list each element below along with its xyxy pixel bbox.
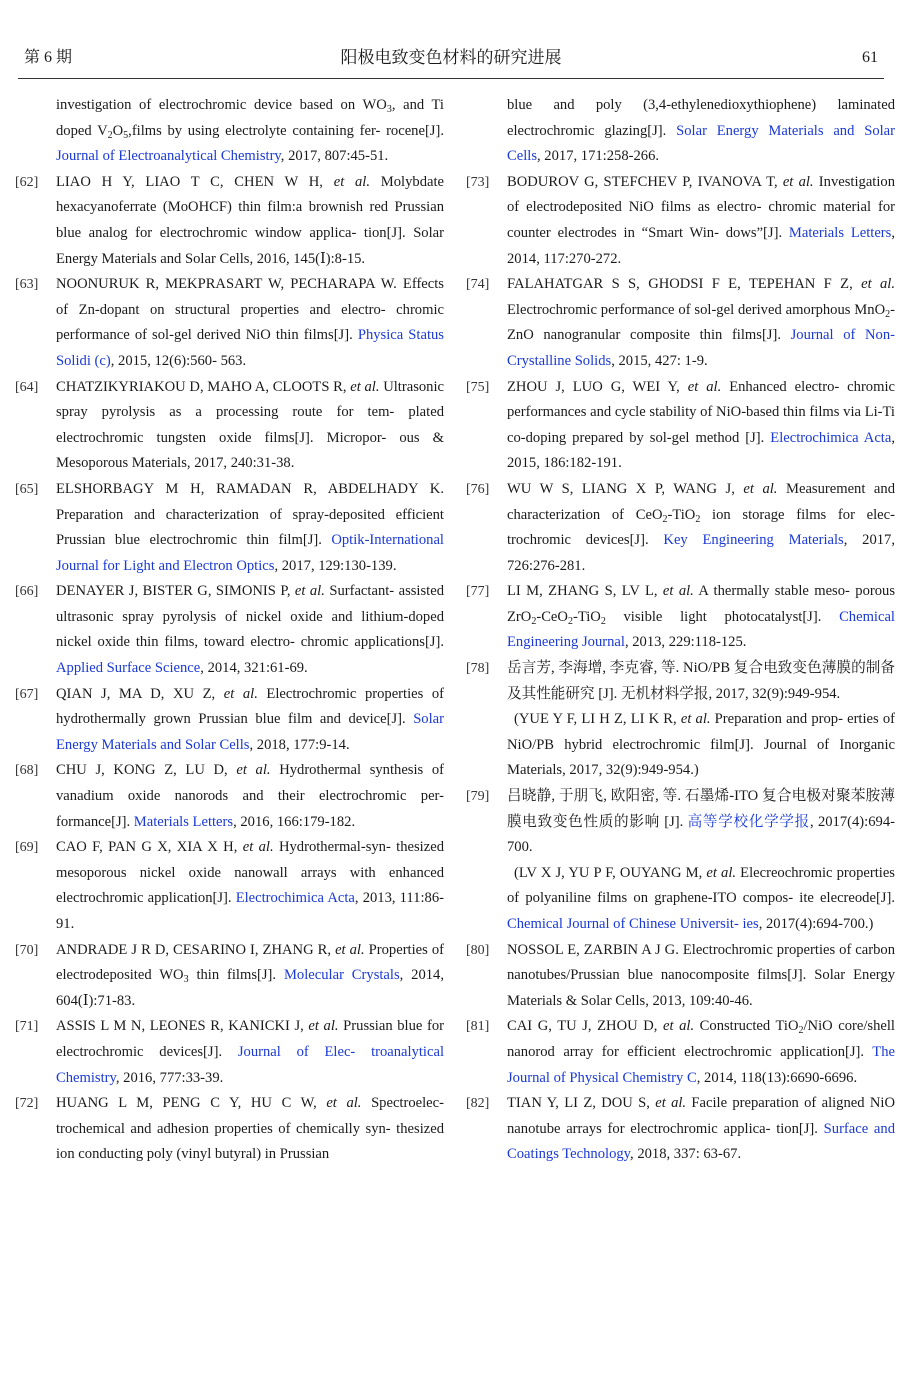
ref-authors: CHATZIKYRIAKOU D, MAHO A, CLOOTS R, [56, 378, 351, 395]
ref-text: NOONURUK R, MEKPRASART W, PECHARAPA W. Effects of Zn-dopant on structural properties and electro- chromic performance of sol-gel derived NiO thin films[J]. [56, 276, 444, 344]
ref-authors: WU W S, LIANG X P, WANG J, [507, 480, 744, 497]
ref-authors: CAI G, TU J, ZHOU D, [507, 1018, 663, 1035]
subscript: 2 [695, 513, 701, 525]
ref-number: [80] [466, 942, 490, 958]
ref-authors: LI M, ZHANG S, LV L, [507, 583, 663, 600]
et-al: et al. [680, 711, 711, 728]
ref-text: A thermally stable meso- porous ZrO [507, 583, 895, 625]
issue-number: 第 6 期 [24, 49, 73, 66]
reference-72-continued [507, 93, 895, 170]
ref-text: , 2013, 229:118-125. [624, 634, 747, 651]
reference-66 [15, 579, 444, 681]
ref-text: investigation of electrochromic device based on WO [56, 97, 387, 113]
ref-text: Elecreochromic properties of polyaniline films on graphene-ITO compos- ite elecreode[J]. [507, 864, 895, 907]
et-al: et al. [861, 276, 895, 293]
ref-authors: ASSIS L M N, LEONES R, KANICKI J, [56, 1018, 309, 1035]
reference-61-continued [56, 93, 444, 170]
ref-number: [62] [15, 174, 39, 190]
ref-authors: TIAN Y, LI Z, DOU S, [507, 1095, 656, 1112]
ref-text: , 2013, 111:86-91. [56, 890, 444, 932]
ref-authors: ANDRADE J R D, CESARINO I, ZHANG R, [56, 941, 336, 958]
ref-text: , 2015, 12(6):560- 563. [110, 352, 247, 369]
reference-78 [466, 656, 895, 784]
ref-number: [81] [466, 1019, 490, 1035]
et-al: et al. [687, 378, 722, 395]
journal-link[interactable]: Chemical Engineering Journal [507, 608, 895, 651]
reference-80 [466, 938, 895, 1015]
reference-75 [466, 375, 895, 477]
subscript: 2 [885, 308, 891, 320]
ref-translation [507, 707, 895, 784]
ref-text: , 2015, 427: 1-9. [611, 352, 708, 369]
ref-text: Ultrasonic spray pyrolysis as a processing route for tem- plated electrochromic tungsten oxide films[J]. Micropor- ous & Mesoporous Materials, 2017, 240:31-38. [56, 378, 444, 472]
subscript: 2 [798, 1025, 804, 1037]
ref-number: [69] [15, 840, 39, 856]
ref-number: [82] [466, 1096, 490, 1112]
journal-link[interactable]: 高等学校化学学报 [687, 813, 810, 830]
journal-link[interactable]: Journal of Electroanalytical Chemistry [56, 148, 281, 165]
ref-authors: HUANG L M, PENG C Y, HU C W, [56, 1095, 327, 1112]
ref-authors: DENAYER J, BISTER G, SIMONIS P, [56, 583, 295, 600]
ref-text: Investigation of electrodeposited NiO films as electro- chromic material for counter electrodes in “Smart Win- dows”[J]. [507, 173, 895, 241]
et-al: et al. [706, 864, 737, 881]
subscript: 2 [107, 129, 113, 141]
ref-text: ion storage films for elec- trochromic devices[J]. [507, 506, 895, 549]
journal-link[interactable]: Journal of Non-Crystalline Solids [507, 327, 895, 369]
ref-text: Properties of electrodeposited WO [56, 941, 444, 984]
journal-link[interactable]: Journal of Elec- troanalytical Chemistry [56, 1043, 444, 1086]
ref-text: Surfactant- assisted ultrasonic spray pyrolysis of nickel oxide and lithium-doped nickel oxide thin films, toward electro- chromic applications[J]. [56, 583, 444, 651]
subscript: 3 [386, 104, 392, 115]
ref-text: Enhanced electro- chromic performances and cycle stability of NiO-based thin films via Li-Ti co-doping prepared by sol-gel method [J]. [507, 378, 895, 446]
subscript: 5 [123, 129, 129, 141]
reference-68 [15, 758, 445, 835]
references-column-right [466, 93, 896, 1168]
journal-link[interactable]: Physica Status Solidi (c) [56, 327, 444, 369]
et-al: et al. [655, 1095, 687, 1112]
ref-number: [71] [15, 1019, 39, 1035]
ref-number: [63] [15, 277, 39, 293]
ref-text: ELSHORBAGY M H, RAMADAN R, ABDELHADY K. Preparation and characterization of spray-deposited efficient Prussian blue electrochromic thin film[J]. [56, 480, 444, 549]
reference-71 [15, 1014, 444, 1091]
ref-text: , and Ti doped V [56, 97, 444, 139]
ref-number: [74] [466, 277, 490, 293]
reference-73 [466, 170, 895, 272]
reference-65 [15, 477, 444, 579]
ref-authors: LIAO H Y, LIAO T C, CHEN W H, [56, 173, 334, 190]
ref-number: [75] [466, 379, 490, 395]
reference-81 [466, 1014, 895, 1091]
ref-text: blue and poly (3,4-ethylenedioxythiophene) laminated electrochromic glazing[J]. [507, 97, 895, 139]
ref-text: NOSSOL E, ZARBIN A J G. Electrochromic properties of carbon nanotubes/Prussian blue nanocomposite films[J]. Solar Energy Materials & Solar Cells, 2013, 109:40-46. [507, 941, 895, 1009]
running-title: 阳极电致变色材料的研究进展 [340, 48, 562, 67]
ref-text: -ZnO nanogranular composite thin films[J]. [507, 301, 895, 344]
journal-link[interactable]: Materials Letters [788, 224, 892, 241]
et-al: et al. [223, 685, 258, 702]
ref-text: Hydrothermal-syn- thesized mesoporous nickel oxide nanowall arrays with enhanced electrochromic application[J]. [56, 839, 444, 907]
ref-text: Prussian blue for electrochromic devices[J]. [56, 1018, 444, 1060]
journal-link[interactable]: Surface and Coatings Technology [507, 1120, 895, 1163]
et-al: et al. [662, 583, 694, 600]
journal-link[interactable]: Key Engineering Materials [663, 532, 844, 549]
references-column-left [15, 93, 445, 1168]
ref-text: /NiO core/shell nanorod array for efficient electrochromic application[J]. [507, 1018, 895, 1060]
et-al: et al. [662, 1018, 695, 1035]
ref-text: , 2014, 118(13):6690-6696. [696, 1069, 858, 1086]
et-al: et al. [242, 839, 274, 856]
journal-link[interactable]: Optik-International Journal for Light and Electron Optics [56, 532, 444, 574]
ref-text: , 2018, 177:9-14. [249, 736, 350, 753]
page-number: 61 [862, 49, 878, 66]
ref-text: Molybdate hexacyanoferrate (MoOHCF) thin film:a brownish red Prussian blue analog for electrochromic window applica- tion[J]. Solar Energy Materials and Solar Cells, 2016, 145(Ⅰ):8-15. [56, 173, 444, 267]
ref-text: thin films[J]. [188, 967, 284, 984]
ref-authors: FALAHATGAR S S, GHODSI F E, TEPEHAN F Z, [507, 276, 862, 293]
ref-text: Hydrothermal synthesis of vanadium oxide nanorods and their electrochromic per- formance[J]. [56, 762, 445, 830]
ref-text: Electrochromic performance of sol-gel derived amorphous MnO [507, 301, 886, 318]
et-al: et al. [782, 173, 814, 190]
ref-number: [66] [15, 584, 39, 600]
ref-number: [79] [466, 789, 490, 805]
ref-text: Facile preparation of aligned NiO nanotube arrays for electrochromic applica- tion[J]. [507, 1095, 895, 1137]
journal-link[interactable]: Molecular Crystals [283, 967, 400, 984]
ref-number: [65] [15, 481, 39, 497]
reference-77 [466, 579, 895, 656]
ref-text: , 2016, 166:179-182. [233, 813, 356, 830]
ref-authors: (LV X J, YU P F, OUYANG M, [514, 864, 707, 881]
journal-link[interactable]: Solar Energy Materials and Solar Cells [56, 711, 444, 753]
et-al: et al. [236, 762, 271, 779]
ref-authors: CHU J, KONG Z, LU D, [56, 762, 237, 779]
ref-text: , 2016, 777:33-39. [115, 1069, 224, 1086]
et-al: et al. [333, 173, 371, 190]
ref-authors: ZHOU J, LUO G, WEI Y, [507, 378, 688, 395]
ref-number: [73] [466, 174, 490, 190]
et-al: et al. [308, 1018, 339, 1035]
ref-text: , 2018, 337: 63-67. [630, 1146, 742, 1163]
ref-authors: CAO F, PAN G X, XIA X H, [56, 839, 243, 856]
ref-text: , 2014, 604(Ⅰ):71-83. [56, 967, 444, 1009]
journal-link[interactable]: The Journal of Physical Chemistry C [507, 1043, 895, 1086]
ref-text: -TiO [667, 506, 696, 523]
ref-text: Constructed TiO [694, 1018, 799, 1035]
ref-number: [72] [15, 1096, 39, 1112]
et-al: et al. [743, 480, 778, 497]
header-rule [18, 78, 884, 79]
et-al: et al. [350, 378, 380, 395]
ref-number: [64] [15, 379, 39, 395]
ref-text: , 2017, 807:45-51. [280, 148, 389, 165]
et-al: et al. [326, 1095, 362, 1112]
ref-translation [507, 861, 895, 938]
reference-67 [15, 682, 445, 759]
reference-72 [15, 1091, 444, 1168]
ref-number: [70] [15, 942, 39, 958]
ref-number: [77] [466, 584, 490, 600]
reference-74 [466, 272, 895, 374]
ref-authors: BODUROV G, STEFCHEV P, IVANOVA T, [507, 173, 783, 190]
journal-link[interactable]: Electrochimica Acta [235, 890, 355, 907]
ref-text-chinese: 岳言芳, 李海增, 李克睿, 等. NiO/PB 复合电致变色薄膜的制备及其性能研究 [J]. 无机材料学报, 2017, 32(9):949-954. [507, 660, 895, 702]
subscript: 2 [567, 615, 573, 627]
reference-62 [15, 170, 444, 272]
journal-link[interactable]: Materials Letters [133, 813, 234, 830]
reference-70 [15, 938, 444, 1015]
ref-text: Measurement and characterization of CeO [507, 480, 896, 523]
ref-text: , 2017(4):694-700.) [758, 916, 874, 932]
reference-69 [15, 835, 444, 937]
subscript: 2 [600, 615, 606, 627]
ref-text: , 2017, 726:276-281. [507, 532, 896, 574]
et-al: et al. [294, 583, 325, 600]
ref-text: , 2017, 171:258-266. [537, 148, 660, 165]
ref-text: O [112, 122, 124, 139]
ref-text: , 2014, 117:270-272. [507, 224, 895, 267]
ref-text: , 2015, 186:182-191. [507, 429, 895, 472]
subscript: 3 [183, 974, 189, 986]
ref-number: [67] [15, 686, 39, 702]
ref-text: -CeO [536, 608, 568, 625]
ref-number: [76] [466, 481, 490, 497]
journal-link[interactable]: Electrochimica Acta [770, 429, 892, 446]
reference-64 [15, 375, 444, 477]
ref-text: Spectroelec- trochemical and adhesion properties of chemically syn- thesized ion conducting poly (vinyl butyral) in Prussian [56, 1095, 444, 1163]
ref-number: [68] [15, 763, 39, 779]
ref-number: [78] [466, 661, 490, 677]
ref-text: Electrochromic properties of hydrothermally grown Prussian blue film and device[J]. [56, 685, 445, 728]
journal-link[interactable]: Solar Energy Materials and Solar Cells [507, 122, 896, 165]
ref-text: , 2017(4):694-700. [507, 813, 895, 856]
ref-text: , 2017, 129:130-139. [274, 557, 397, 574]
journal-link[interactable]: Applied Surface Science [56, 660, 201, 677]
ref-text: visible light photocatalyst[J]. [605, 608, 840, 625]
subscript: 2 [531, 615, 537, 627]
ref-text: -TiO [572, 608, 601, 625]
ref-authors: (YUE Y F, LI H Z, LI K R, [514, 711, 681, 728]
reference-79 [466, 784, 895, 938]
reference-82 [466, 1091, 895, 1168]
ref-text-chinese: 吕晓静, 于朋飞, 欧阳密, 等. 石墨烯-ITO 复合电极对聚苯胺薄膜电致变色性质的影响 [J]. [507, 788, 895, 830]
ref-authors: QIAN J, MA D, XU Z, [56, 685, 224, 702]
ref-text: Preparation and prop- erties of NiO/PB hybrid electrochromic film[J]. Journal of Inorganic Materials, 2017, 32(9):949-954.) [507, 711, 895, 779]
reference-76 [466, 477, 896, 579]
et-al: et al. [335, 941, 365, 958]
journal-link[interactable]: Chemical Journal of Chinese Universit- ies [507, 916, 759, 932]
ref-text: ,films by using electrolyte containing fer- rocene[J]. [128, 122, 444, 139]
subscript: 2 [662, 513, 668, 525]
reference-63 [15, 272, 444, 374]
ref-text: , 2014, 321:61-69. [200, 660, 308, 677]
